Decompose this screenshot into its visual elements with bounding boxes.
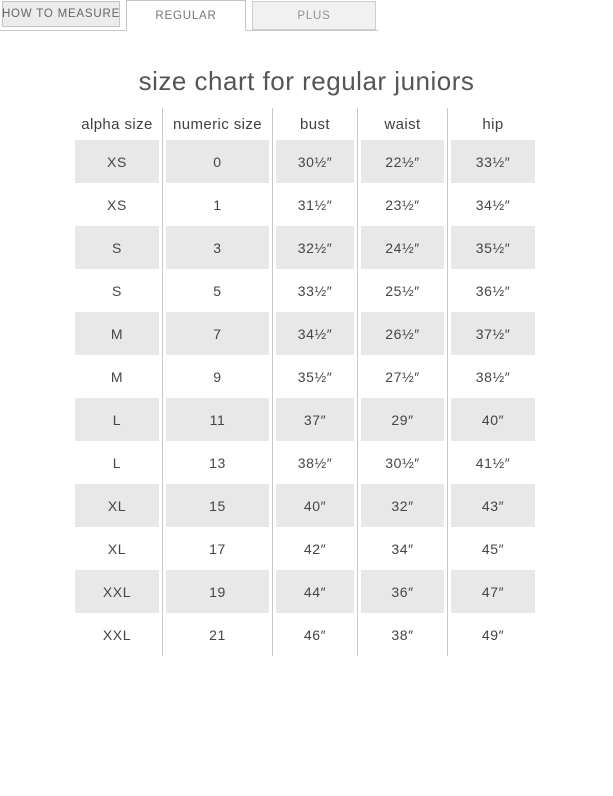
- table-cell: 1: [162, 183, 272, 226]
- table-cell: 15: [162, 484, 272, 527]
- table-cell: 7: [162, 312, 272, 355]
- table-cell: 49″: [447, 613, 538, 656]
- column-header: alpha size: [72, 108, 162, 140]
- table-cell: 42″: [272, 527, 357, 570]
- table-cell: 38½″: [272, 441, 357, 484]
- table-cell: 5: [162, 269, 272, 312]
- table-cell: 43″: [447, 484, 538, 527]
- table-cell: 19: [162, 570, 272, 613]
- table-cell: 24½″: [357, 226, 447, 269]
- table-row: [72, 484, 538, 527]
- table-cell: XS: [72, 183, 162, 226]
- table-cell: 21: [162, 613, 272, 656]
- column-header: bust: [272, 108, 357, 140]
- tab-bar: [0, 0, 378, 31]
- table-cell: 34½″: [447, 183, 538, 226]
- table-row: [72, 355, 538, 398]
- table-cell: 23½″: [357, 183, 447, 226]
- table-cell: S: [72, 226, 162, 269]
- table-cell: 29″: [357, 398, 447, 441]
- table-cell: M: [72, 355, 162, 398]
- column-header: numeric size: [162, 108, 272, 140]
- table-cell: 40″: [272, 484, 357, 527]
- table-header-row: [72, 108, 538, 140]
- table-row: [72, 441, 538, 484]
- table-cell: XL: [72, 484, 162, 527]
- table-cell: 40″: [447, 398, 538, 441]
- tab-regular[interactable]: REGULAR: [126, 0, 246, 31]
- table-cell: 17: [162, 527, 272, 570]
- table-row: [72, 269, 538, 312]
- size-chart-table: [72, 108, 538, 656]
- table-cell: XL: [72, 527, 162, 570]
- table-cell: 46″: [272, 613, 357, 656]
- table-row: [72, 183, 538, 226]
- table-row: [72, 140, 538, 183]
- table-cell: 33½″: [272, 269, 357, 312]
- table-row: [72, 398, 538, 441]
- table-cell: 37″: [272, 398, 357, 441]
- table-cell: 31½″: [272, 183, 357, 226]
- table-cell: 30½″: [272, 140, 357, 183]
- table-cell: 35½″: [272, 355, 357, 398]
- page-title: size chart for regular juniors: [138, 66, 475, 96]
- tab-how-to-measure[interactable]: HOW TO MEASURE: [2, 1, 120, 27]
- table-header: [72, 108, 538, 140]
- table-cell: 11: [162, 398, 272, 441]
- table-cell: 33½″: [447, 140, 538, 183]
- table-cell: 13: [162, 441, 272, 484]
- table-cell: 27½″: [357, 355, 447, 398]
- table-cell: L: [72, 398, 162, 441]
- table-cell: 41½″: [447, 441, 538, 484]
- table-cell: 35½″: [447, 226, 538, 269]
- table-row: [72, 570, 538, 613]
- table-cell: 32″: [357, 484, 447, 527]
- table-cell: XXL: [72, 613, 162, 656]
- table-row: [72, 613, 538, 656]
- table-row: [72, 312, 538, 355]
- table-cell: 38½″: [447, 355, 538, 398]
- table-cell: 38″: [357, 613, 447, 656]
- table-body: [72, 140, 538, 656]
- table-cell: 34½″: [272, 312, 357, 355]
- table-cell: 32½″: [272, 226, 357, 269]
- table-cell: 37½″: [447, 312, 538, 355]
- table-cell: 47″: [447, 570, 538, 613]
- table-cell: 34″: [357, 527, 447, 570]
- table-cell: 36½″: [447, 269, 538, 312]
- table-row: [72, 226, 538, 269]
- table-cell: 45″: [447, 527, 538, 570]
- tab-plus[interactable]: PLUS: [252, 1, 376, 30]
- table-cell: 36″: [357, 570, 447, 613]
- table-cell: 26½″: [357, 312, 447, 355]
- table-cell: XS: [72, 140, 162, 183]
- table-cell: 22½″: [357, 140, 447, 183]
- table-cell: 3: [162, 226, 272, 269]
- table-cell: 30½″: [357, 441, 447, 484]
- table-cell: S: [72, 269, 162, 312]
- table-cell: 44″: [272, 570, 357, 613]
- column-header: waist: [357, 108, 447, 140]
- table-cell: XXL: [72, 570, 162, 613]
- table-cell: 0: [162, 140, 272, 183]
- column-header: hip: [447, 108, 538, 140]
- table-row: [72, 527, 538, 570]
- table-cell: M: [72, 312, 162, 355]
- table-cell: L: [72, 441, 162, 484]
- table-cell: 25½″: [357, 269, 447, 312]
- table-cell: 9: [162, 355, 272, 398]
